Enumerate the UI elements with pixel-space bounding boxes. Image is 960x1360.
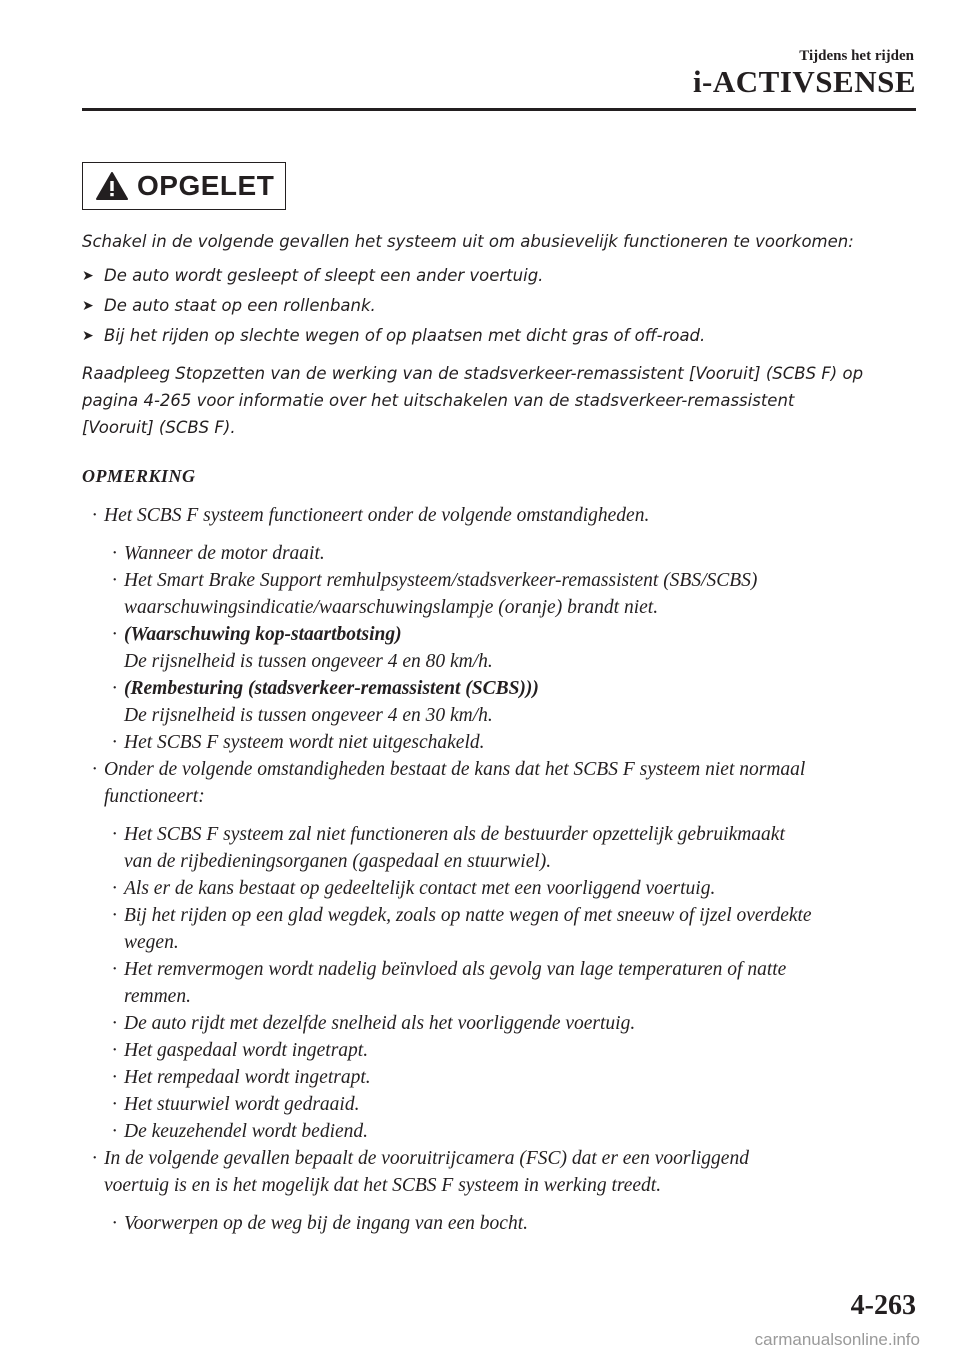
bullet: · (92, 505, 97, 526)
note-sub-item-cont: De rijsnelheid is tussen ongeveer 4 en 80 km/h. (124, 651, 493, 672)
warning-triangle-icon (95, 171, 129, 201)
note-title: OPMERKING (82, 466, 196, 486)
bullet: · (112, 905, 117, 926)
note-paragraph-cont: functioneert: (104, 786, 205, 807)
bullet: · (112, 959, 117, 980)
note-sub-heading: (Rembesturing (stadsverkeer-remassistent (SCBS))) (124, 678, 539, 699)
note-sub-item: Het remvermogen wordt nadelig beïnvloed als gevolg van lage temperaturen of natte (124, 959, 787, 980)
note-paragraph: Het SCBS F systeem functioneert onder de volgende omstandigheden. (104, 505, 650, 526)
warning-list-item: ➤ Bij het rijden op slechte wegen of op plaatsen met dicht gras of off-road. (82, 322, 922, 352)
warning-reference-line: Raadpleeg Stopzetten van de werking van de stadsverkeer-remassistent [Vooruit] (SCBS F) op (82, 364, 864, 383)
warning-reference-line: [Vooruit] (SCBS F). (82, 418, 236, 437)
bullet: · (112, 824, 117, 845)
bullet: · (92, 1148, 97, 1169)
page-number: 4-263 (850, 1290, 916, 1321)
bullet: · (112, 570, 117, 591)
bullet: · (112, 1067, 117, 1088)
note-paragraph: In de volgende gevallen bepaalt de vooruitrijcamera (FSC) dat er een voorliggend (104, 1148, 749, 1169)
bullet: · (112, 678, 117, 699)
note-sub-item: Bij het rijden op een glad wegdek, zoals op natte wegen of met sneeuw of ijzel overdekte (124, 905, 812, 926)
note-sub-item: De keuzehendel wordt bediend. (124, 1121, 369, 1142)
bullet: · (112, 1040, 117, 1061)
warning-intro: Schakel in de volgende gevallen het systeem uit om abusievelijk functioneren te voorkomen: (82, 232, 854, 251)
note-sub-item-cont: De rijsnelheid is tussen ongeveer 4 en 30 km/h. (124, 705, 493, 726)
warning-box (82, 162, 286, 210)
note-sub-item: Het Smart Brake Support remhulpsysteem/stadsverkeer-remassistent (SBS/SCBS) (124, 570, 758, 591)
bullet: · (112, 1121, 117, 1142)
section-title: Tijdens het rijden (799, 48, 914, 64)
chapter-title: i-ACTIVSENSE (692, 64, 916, 99)
bullet: · (112, 543, 117, 564)
note-sub-item-cont: waarschuwingsindicatie/waarschuwingslampje (oranje) brandt niet. (124, 597, 659, 618)
note-sub-item: Wanneer de motor draait. (124, 543, 325, 564)
header-divider (82, 108, 916, 111)
note-paragraph: Onder de volgende omstandigheden bestaat de kans dat het SCBS F systeem niet normaal (104, 759, 806, 780)
bullet: · (112, 878, 117, 899)
watermark: carmanualsonline.info (754, 1330, 920, 1349)
bullet: · (112, 1213, 117, 1234)
warning-list (82, 262, 922, 352)
note-sub-item-cont: wegen. (124, 932, 179, 953)
note-sub-item: Het SCBS F systeem wordt niet uitgeschakeld. (124, 732, 485, 753)
bullet: · (112, 624, 117, 645)
warning-list-item: ➤ De auto staat op een rollenbank. (82, 292, 922, 322)
warning-reference-line: pagina 4-265 voor informatie over het uitschakelen van de stadsverkeer-remassistent (82, 391, 795, 410)
note-sub-item: Het stuurwiel wordt gedraaid. (124, 1094, 360, 1115)
note-sub-item-cont: remmen. (124, 986, 191, 1007)
warning-label: OPGELET (137, 170, 275, 201)
bullet: · (92, 759, 97, 780)
bullet: · (112, 1094, 117, 1115)
bullet: · (112, 1013, 117, 1034)
note-sub-item: Voorwerpen op de weg bij de ingang van een bocht. (124, 1213, 529, 1234)
bullet: · (112, 732, 117, 753)
note-sub-item-cont: van de rijbedieningsorganen (gaspedaal en stuurwiel). (124, 851, 552, 872)
warning-reference (82, 360, 922, 441)
note-sub-item: Het rempedaal wordt ingetrapt. (124, 1067, 371, 1088)
note-sub-item: Het gaspedaal wordt ingetrapt. (124, 1040, 369, 1061)
note-paragraph-cont: voertuig is en is het mogelijk dat het SCBS F systeem in werking treedt. (104, 1175, 662, 1196)
note-sub-item: De auto rijdt met dezelfde snelheid als het voorliggende voertuig. (124, 1013, 636, 1034)
warning-list-item: ➤ De auto wordt gesleept of sleept een ander voertuig. (82, 262, 922, 292)
note-sub-item: Het SCBS F systeem zal niet functioneren als de bestuurder opzettelijk gebruikmaakt (124, 824, 785, 845)
note-sub-item: Als er de kans bestaat op gedeeltelijk contact met een voorliggend voertuig. (124, 878, 716, 899)
note-sub-heading: (Waarschuwing kop-staartbotsing) (124, 624, 402, 645)
